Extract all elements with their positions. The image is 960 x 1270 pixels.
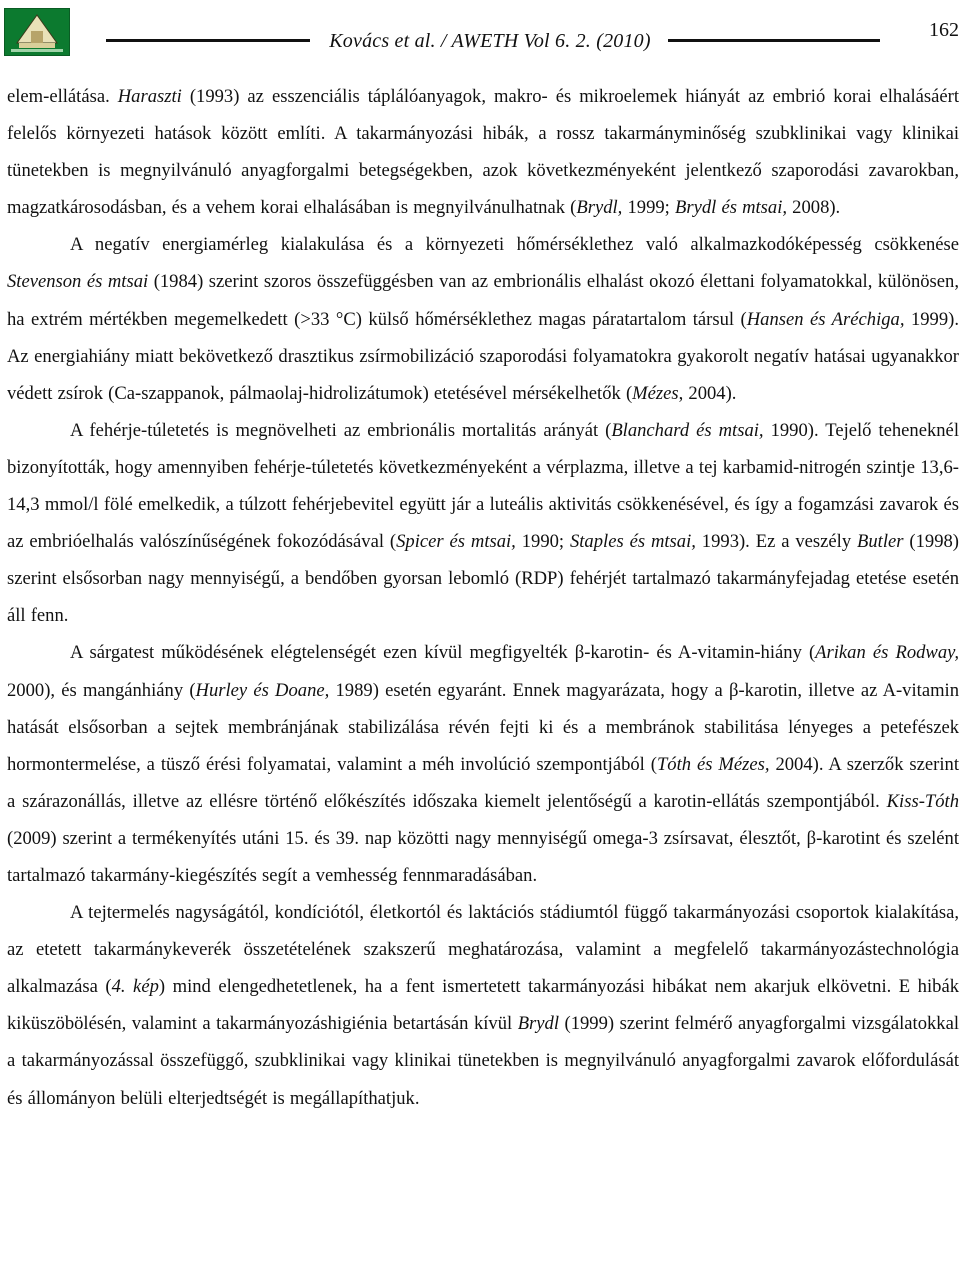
paragraph-text: 1989) esetén egyaránt. Ennek magyarázata, hogy a β-karotin, illetve az A-vitamin hatását elsősorban a sejtek membránjának stabilizálása révén fejti ki és a membránok stabilitása lényeges a petefészek hormontermelése, a tüsző érési folyamatai, valamint a méh involúció szempontjából ( (7, 679, 959, 775)
journal-citation: Kovács et al. / AWETH Vol 6. 2. (2010) (329, 30, 651, 52)
citation-text: Spicer és mtsai, (396, 531, 516, 553)
citation-text: Tóth és Mézes, (656, 753, 770, 775)
citation-text: Hansen és Aréchiga, (746, 308, 905, 330)
paragraph-text: , 2004). (678, 382, 737, 404)
citation-text: Brydl (517, 1013, 559, 1035)
header-rule-right (668, 39, 880, 42)
paragraph-text: ) mind elengedhetetlenek, ha a fent ismertetett takarmányozási hibákat nem akarjuk elkövetni. E hibák kiküszöbölésén, valamint a takarmányozáshigiénia betartásán kívül (7, 976, 959, 1035)
citation-text: 4. kép (111, 976, 159, 998)
citation-text: Hurley és Doane, (195, 679, 330, 701)
paragraph-text: 1993). Ez a veszély (695, 531, 858, 553)
citation-text: Stevenson és mtsai (7, 271, 149, 293)
header-rule-left (106, 39, 310, 42)
paragraph-text: A fehérje-túletetés is megnövelheti az embrionális mortalitás arányát ( (70, 419, 612, 441)
paragraph (7, 226, 959, 411)
citation-text: Mézes (632, 382, 679, 404)
citation-text: Arikan és Rodway, (815, 642, 959, 664)
citation-text: Brydl és mtsai, (674, 197, 788, 219)
paragraph-text: 2008). (787, 197, 841, 219)
paragraph-text: A sárgatest működésének elégtelenségét ezen kívül megfigyelték β-karotin- és A-vitamin-hiány ( (70, 642, 816, 664)
citation-text: Butler (857, 531, 904, 553)
paragraph-text: (1999) szerint felmérő anyagforgalmi vizsgálatokkal a takarmányozással összefüggő, szubklinikai vagy klinikai tünetekben is megnyilvánuló anyagforgalmi zavarok előfordulását és állományon belüli elterjedtségét is megállapíthatjuk. (7, 1013, 960, 1109)
paragraph (7, 78, 959, 226)
article-body (7, 78, 959, 1117)
citation-text: Kiss-Tóth (886, 790, 959, 812)
journal-logo (4, 8, 70, 56)
page-number: 162 (929, 19, 959, 41)
citation-text: Staples és mtsai, (569, 531, 696, 553)
paragraph (7, 894, 959, 1117)
paragraph (7, 634, 959, 894)
paragraph-text: 1990). Tejelő teheneknél bizonyították, hogy amennyiben fehérje-túletetés következményeként a vérplazma, illetve a tej karbamid-nitrogén szintje 13,6-14,3 mmol/l fölé emelkedik, a túlzott fehérjebevitel együtt jár a luteális aktivitás csökkenésével, és így a fogamzási zavarok és az embrióelhalás valószínűségének fokozódásával ( (7, 419, 959, 553)
paragraph-text: (1998) szerint elsősorban nagy mennyiségű, a bendőben gyorsan lebomló (RDP) fehérjét tartalmazó takarmányfejadag etetése esetén áll fenn. (7, 531, 959, 627)
citation-text: Haraszti (117, 86, 182, 107)
paragraph (7, 412, 959, 635)
citation-text: Brydl, (576, 197, 623, 219)
logo-emblem-icon (5, 9, 69, 55)
paragraph-text: (1993) az esszenciális táplálóanyagok, makro- és mikroelemek hiányát az embrió korai elhalásáért felelős környezeti hatások között említi. A takarmányozási hibák, a rossz takarmányminőség szubklinikai vagy klinikai tünetekben is megnyilvánuló anyagforgalmi betegségekben, azok következményeként jelentkező szaporodási zavarokban, magzatkárosodásban, és a vehem korai elhalásában is megnyilvánulhatnak ( (7, 86, 960, 219)
paragraph-text: elem-ellátása. (7, 86, 118, 107)
paragraph-text: (1984) szerint szoros összefüggésben van az embrionális elhalást okozó élettani folyamatokkal, különösen, ha extrém mértékben megemelkedett (>33 °C) külső hőmérséklethez magas páratartalom társul ( (7, 271, 959, 330)
paragraph-text: A tejtermelés nagyságától, kondíciótól, életkortól és laktációs stádiumtól függő takarmányozási csoportok kialakítása, az etetett takarmánykeverék összetételének szakszerű meghatározása, valamint a megfelelő takarmányozástechnológia alkalmazása ( (7, 902, 959, 998)
paragraph-text: 2000), és mangánhiány ( (7, 679, 196, 701)
paragraph-text: 2004). A szerzők szerint a szárazonállás, illetve az ellésre történő előkészítés időszaka kiemelt jelentőségű a karotin-ellátás szempontjából. (7, 753, 959, 812)
paragraph-text: A negatív energiamérleg kialakulása és a környezeti hőmérséklethez való alkalmazkodóképesség csökkenése (70, 234, 959, 256)
paragraph-text: 1999). Az energiahiány miatt bekövetkező drasztikus zsírmobilizáció szaporodási folyamatokra gyakorolt negatív hatásai ugyanakkor védett zsírok (Ca-szappanok, pálmaolaj-hidrolizátumok) etetésével mérsékelhetők ( (7, 308, 959, 404)
paragraph-text: 1990; (515, 531, 570, 553)
paragraph-text: (2009) szerint a termékenyítés utáni 15. és 39. nap közötti nagy mennyiségű omega-3 zsírsavat, élesztőt, β-karotint és szelént tartalmazó takarmány-kiegészítés segít a vemhesség fennmaradásában. (7, 827, 959, 886)
citation-text: Blanchard és mtsai, (611, 419, 764, 441)
paragraph-text: 1999; (622, 197, 675, 219)
